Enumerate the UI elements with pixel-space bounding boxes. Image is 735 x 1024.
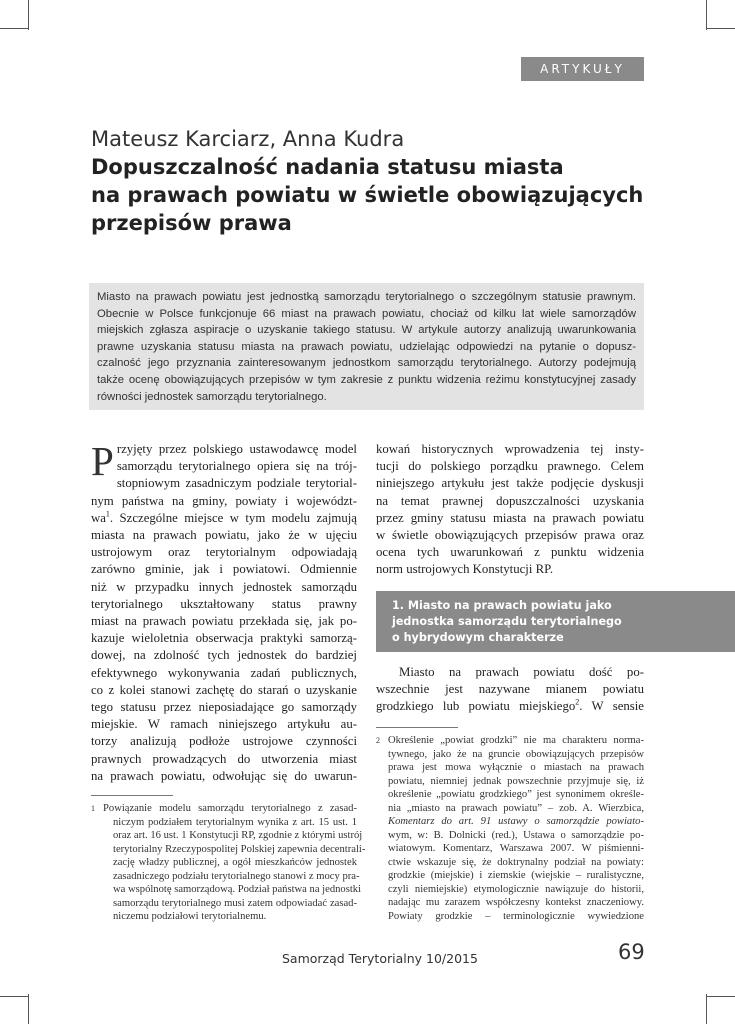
body-line: kazuje wieloletnia obserwacja praktyki samorzą- <box>91 631 357 646</box>
footnote-2 <box>376 734 644 923</box>
body-line: na temat prawnej dopuszczalności uzyskania <box>376 493 644 508</box>
crop-mark <box>0 996 28 997</box>
body-line: przez gminy statusu miasta na prawach powiatu <box>376 510 644 525</box>
body-line: ustrojowym oraz terytorialnym odpowiadają <box>91 545 357 560</box>
footnote-line: nia „miasto na prawach powiatu” – zob. A. Wierzbica, <box>388 802 644 814</box>
body-line: co z kolei stanowi zachętę do starań o uzyskanie <box>91 682 357 697</box>
body-line: na prawach powiatu, odwołując się do uwarun- <box>91 768 357 783</box>
footnote-1 <box>91 802 366 924</box>
body-line: stopniowym zasadniczym podziale terytorial- <box>116 476 357 491</box>
body-line: niniejszego artykułu jest także podjęcie dyskusji <box>376 476 644 491</box>
abstract-line: prawne uzyskania statusu miasta na prawach powiatu, udzielając odpowiedzi na pytanie o dopusz- <box>97 340 636 353</box>
body-line: norm ustrojowych Konstytucji RP. <box>376 562 554 577</box>
crop-mark <box>707 28 735 29</box>
title-line: Dopuszczalność nadania statusu miasta <box>91 155 564 179</box>
footnote-line: oraz art. 16 ust. 1 Konstytucji RP, zgodnie z którymi ustrój <box>113 830 363 841</box>
footnote-line: ctwie wskazuje się, że doktrynalny podział na powiaty: <box>388 856 644 868</box>
body-line: dowej, na zdolność tych jednostek do bardziej <box>91 648 357 663</box>
footnote-line: wiatowym. Komentarz, Warszawa 2007. W piśmienni- <box>388 843 644 854</box>
body-line: zarówno gminie, jak i powiatowi. Odmiennie <box>91 562 357 577</box>
footnote-line: czyli niemiejskie) etymologicznie nawiązuje do historii, <box>388 883 644 895</box>
crop-mark <box>28 0 29 30</box>
footnote-line: wym, w: B. Dolnicki (red.), Ustawa o samorządzie po- <box>388 829 644 841</box>
drop-cap: P <box>91 438 114 484</box>
title-line: przepisów prawa <box>91 211 292 235</box>
body-line <box>376 698 644 715</box>
crop-mark <box>706 0 707 30</box>
footnote-line: niczemu podziałowi terytorialnemu. <box>113 911 267 922</box>
body-line: samorządu terytorialnego opiera się na trój- <box>116 459 357 474</box>
footnote-line: grodzkie (miejskie) i ziemskie (wiejskie – ruralistyczne, <box>388 870 644 881</box>
body-line: nym państwa na gminy, powiaty i województ- <box>91 493 357 508</box>
body-line: prawnych prowadzących do utworzenia miast <box>91 751 357 766</box>
abstract-line: czalność jego przyznania zainteresowanym jednostkom samorządu terytorialnego. Autorzy podejmują <box>97 357 636 370</box>
authors: Mateusz Karciarz, Anna Kudra <box>91 127 405 151</box>
article-title <box>91 153 651 237</box>
abstract-line: Obecnie w Polsce funkcjonuje 66 miast na prawach powiatu, chociaż od kilku lat wiele samorządów <box>97 307 636 320</box>
body-column-left <box>91 438 357 785</box>
abstract-line: Miasto na prawach powiatu jest jednostką samorządu terytorialnego o szczególnym statusie prawnym. <box>97 291 636 303</box>
body-line: rzyjęty przez polskiego ustawodawcę model <box>116 442 357 456</box>
body-line: kowań historycznych wprowadzenia tej insty- <box>376 442 644 456</box>
footnote-line: niczym podziałem terytorialnym wynika z art. 15 ust. 1 <box>113 816 357 828</box>
footnote-line: zację władzy publicznej, a ogół mieszkańców jednostek <box>113 857 357 868</box>
body-line: torzy analizują podłoże ustrojowe czynności <box>91 734 357 749</box>
crop-mark <box>706 994 707 1024</box>
body-line: miasta na prawach powiatu, jako że w ujęciu <box>91 528 357 543</box>
body-line: miejskie. W ramach niniejszego artykułu au- <box>91 717 357 732</box>
body-text: . Szczególne miejsce w tym modelu zajmują <box>109 510 357 525</box>
footnote-line: nadając mu zarazem współczesny kontekst znaczeniowy. <box>388 897 644 908</box>
section-heading <box>376 591 735 652</box>
body-line: Miasto na prawach powiatu dość po- <box>399 665 644 679</box>
footnote-line: samorządu terytorialnego musi zatem odpowiadać zasad- <box>113 897 357 909</box>
footnote-line: określenie „powiatu grodzkiego” jest synonimem określe- <box>388 789 644 800</box>
abstract-line: także ocenę obowiązujących przepisów w tym zakresie z punktu widzenia reżimu konstytucyjnej zasady <box>97 373 636 386</box>
abstract <box>89 283 644 410</box>
crop-mark <box>707 996 735 997</box>
body-line <box>91 510 357 527</box>
page-number: 69 <box>618 940 645 964</box>
body-line: efektywnego wykonywania zadań publicznych, <box>91 665 357 680</box>
section-tag: ARTYKUŁY <box>521 57 644 81</box>
footnote-line: Określenie „powiat grodzki” nie ma charakteru norma- <box>388 735 644 746</box>
footnote-rule <box>91 795 173 796</box>
body-column-right <box>376 441 644 579</box>
article-header <box>91 125 651 237</box>
journal-footer: Samorząd Terytorialny 10/2015 <box>282 951 478 966</box>
body-line: tego statusu przez nieposiadające go samorządy <box>91 700 357 715</box>
body-line: terytorialnego ukształtowany status prawny <box>91 596 357 611</box>
section-heading-line: jednostka samorządu terytorialnego <box>392 615 622 628</box>
footnote-ref[interactable]: 1 <box>105 509 110 519</box>
body-line: miast na prawach powiatu przekłada się, jak po- <box>91 614 357 629</box>
footnote-line: Powiaty grodzkie – terminologicznie wywiedzione <box>388 910 644 922</box>
footnote-number: 2 <box>376 736 380 745</box>
crop-mark <box>28 994 29 1024</box>
crop-mark <box>0 28 28 29</box>
footnote-line: Komentarz do art. 91 ustawy o samorządzie powiato- <box>388 816 644 827</box>
body-text: grodzkiego lub powiatu miejskiego <box>376 699 576 714</box>
section-paragraph <box>376 664 644 716</box>
section-heading-line: o hybrydowym charakterze <box>392 631 564 644</box>
footnote-line: wa wspólnotę samorządową. Podział państwa na jednostki <box>113 884 362 895</box>
footnote-line: tywnego, jako że na gruncie obowiązujących przepisów <box>388 748 644 760</box>
footnote-line: zasadniczego podziału terytorialnego stanowi z mocy pra- <box>113 870 360 882</box>
footnote-ref[interactable]: 2 <box>575 698 580 708</box>
footnote-rule <box>376 727 458 728</box>
abstract-line: miejskich zgłasza aspiracje o uzyskanie takiego statusu. W artykule autorzy analizują uwarunkowania <box>97 324 636 337</box>
footnote-line: powiatu, niemniej jednak powszechnie przyjmuje się, iż <box>388 775 644 787</box>
footnote-line: prawa jest mowa wyłącznie o miastach na prawach <box>388 762 644 773</box>
footnote-number: 1 <box>91 804 95 813</box>
section-heading-line: 1. Miasto na prawach powiatu jako <box>392 599 612 612</box>
title-line: na prawach powiatu w świetle obowiązujących <box>91 183 644 207</box>
abstract-line: równości jednostek samorządu terytorialnego. <box>97 390 327 403</box>
body-line: tucji do polskiego porządku prawnego. Celem <box>376 459 644 474</box>
body-line: niż w przypadku innych jednostek samorządu <box>91 579 357 594</box>
body-text: wa <box>91 510 106 525</box>
footnote-line: terytorialny Rzeczypospolitej Polskiej zapewnia decentrali- <box>113 843 366 855</box>
body-line: w świetle obowiązujących przepisów prawa oraz <box>376 528 644 543</box>
footnote-line: Powiązanie modelu samorządu terytorialnego z zasad- <box>103 803 357 814</box>
body-line: ocena tych uwarunkowań z punktu widzenia <box>376 545 644 560</box>
body-text: . W sensie <box>579 699 644 714</box>
body-line: wszechnie jest nazywane mianem powiatu <box>376 682 644 697</box>
